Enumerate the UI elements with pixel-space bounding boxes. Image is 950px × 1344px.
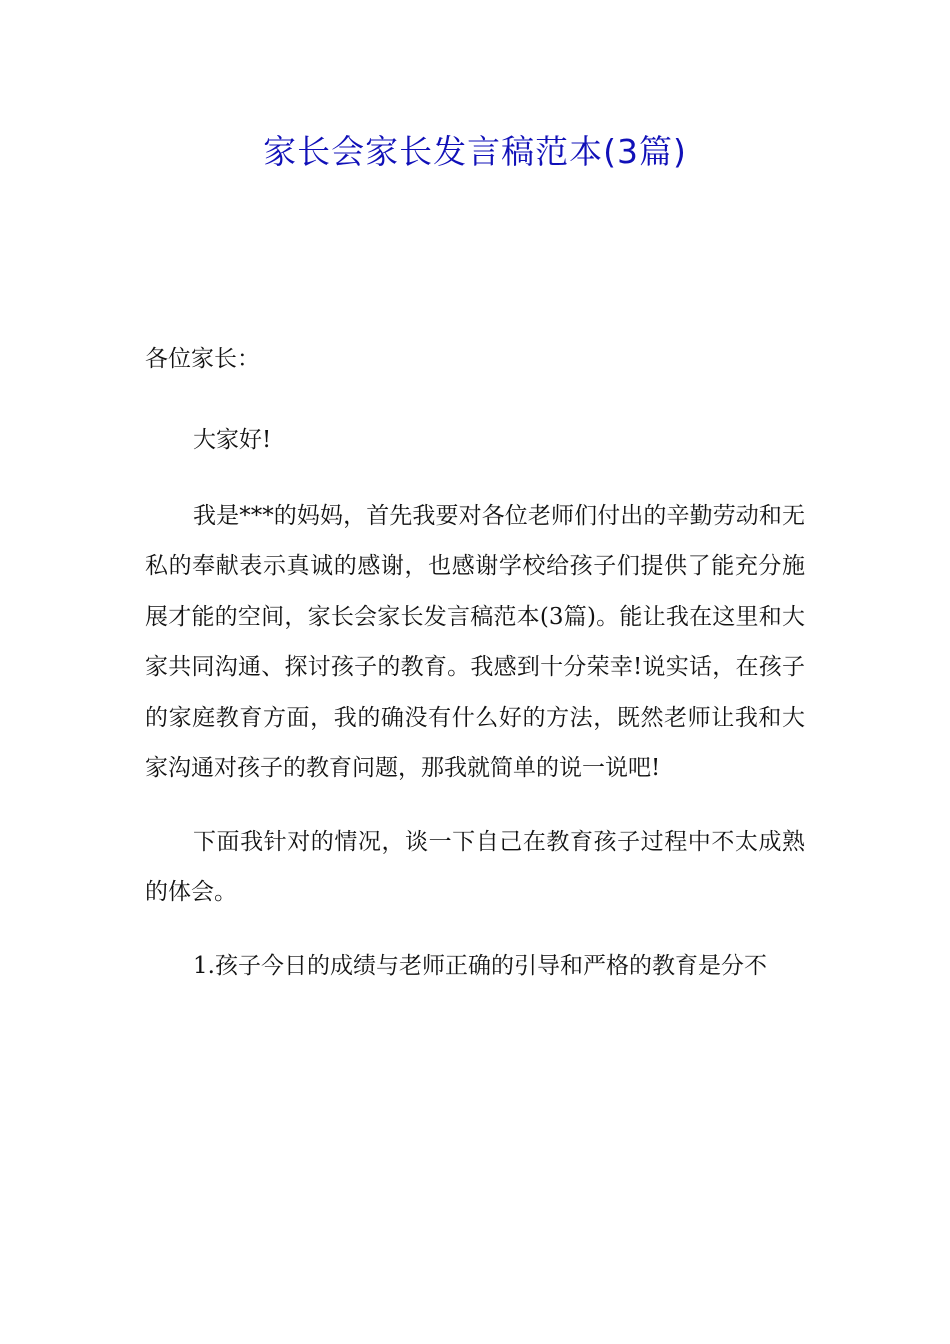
document-title: 家长会家长发言稿范本(3篇) xyxy=(263,132,687,171)
paragraph-transition: 下面我针对的情况，谈一下自己在教育孩子过程中不太成熟的体会。 xyxy=(145,828,805,905)
paragraph-greeting: 大家好! xyxy=(193,427,272,453)
document-body xyxy=(145,415,805,991)
paragraph-point-1: 1.孩子今日的成绩与老师正确的引导和严格的教育是分不 xyxy=(193,952,767,979)
paragraph-introduction: 我是***的妈妈，首先我要对各位老师们付出的辛勤劳动和无私的奉献表示真诚的感谢，也感谢学校给孩子们提供了能充分施展才能的空间，家长会家长发言稿范本(3篇)。能让我在这里和大家共同沟通、探讨孩子的教育。我感到十分荣幸!说实话，在孩子的家庭教育方面，我的确没有什么好的方法，既然老师让我和大家沟通对孩子的教育问题，那我就简单的说一说吧! xyxy=(145,502,805,781)
salutation: 各位家长： xyxy=(145,346,260,372)
